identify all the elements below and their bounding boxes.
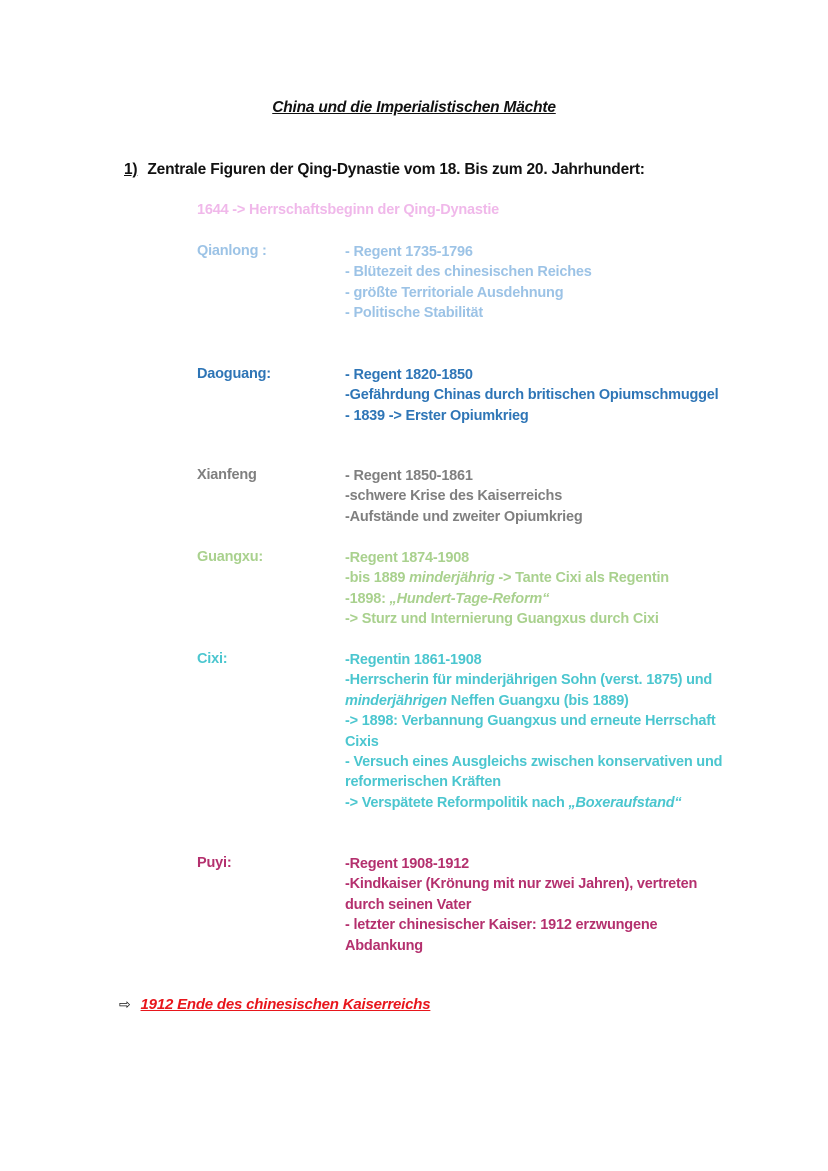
detail-line: -Regentin 1861-1908 <box>345 652 482 668</box>
ruler-details-puyi <box>345 854 745 956</box>
detail-line: - Regent 1850-1861 <box>345 468 473 484</box>
detail-line: - Politische Stabilität <box>345 305 484 322</box>
detail-text: Neffen Guangxu (bis 1889) <box>446 692 629 709</box>
ruler-name-qianlong: Qianlong : <box>197 243 267 259</box>
detail-line: -Regent 1874-1908 <box>345 550 469 566</box>
detail-line <box>345 568 745 588</box>
page-title: China und die Imperialistischen Mächte <box>272 99 556 116</box>
detail-emphasis: minderjährig <box>409 570 495 587</box>
detail-text: -> Verspätete Reformpolitik nach <box>345 794 569 811</box>
ruler-name-cixi: Cixi: <box>197 651 228 667</box>
ruler-name-puyi: Puyi: <box>197 855 232 871</box>
detail-line: - Regent 1735-1796 <box>345 244 473 260</box>
ruler-name-daoguang: Daoguang: <box>197 366 271 382</box>
conclusion <box>119 996 430 1013</box>
detail-line: -Gefährdung Chinas durch britischen Opiumschmuggel <box>345 387 719 404</box>
ruler-details-daoguang <box>345 365 745 426</box>
detail-line: -> Sturz und Internierung Guangxus durch Cixi <box>345 611 659 628</box>
detail-emphasis: minderjährigen <box>345 692 447 709</box>
detail-line: -schwere Krise des Kaiserreichs <box>345 488 563 505</box>
detail-line <box>345 793 745 813</box>
ruler-name-xianfeng: Xianfeng <box>197 467 257 483</box>
detail-line: -Aufstände und zweiter Opiumkrieg <box>345 508 583 525</box>
conclusion-text: 1912 Ende des chinesischen Kaiserreichs <box>140 996 431 1013</box>
detail-text: -> Tante Cixi als Regentin <box>494 570 669 587</box>
ruler-name-guangxu: Guangxu: <box>197 549 264 565</box>
detail-line: durch seinen Vater <box>345 896 472 913</box>
detail-emphasis: „Hundert-Tage-Reform“ <box>389 590 550 607</box>
detail-line: - Versuch eines Ausgleichs zwischen konservativen und <box>345 754 723 771</box>
detail-line <box>345 589 745 609</box>
dynasty-start-note: 1644 -> Herrschaftsbeginn der Qing-Dynastie <box>197 202 500 218</box>
detail-line: - 1839 -> Erster Opiumkrieg <box>345 407 529 424</box>
detail-line: -> 1898: Verbannung Guangxus und erneute Herrschaft <box>345 713 716 730</box>
ruler-details-qianlong <box>345 242 745 324</box>
detail-line: reformerischen Kräften <box>345 774 501 791</box>
detail-line: Cixis <box>345 733 379 750</box>
detail-text: -1898: <box>345 590 390 607</box>
detail-text: -bis 1889 <box>345 570 410 587</box>
detail-line: -Herrscherin für minderjährigen Sohn (verst. 1875) und <box>345 672 713 689</box>
detail-line: - Blütezeit des chinesischen Reiches <box>345 264 592 281</box>
section-number: 1) <box>124 161 138 178</box>
detail-line: Abdankung <box>345 937 423 954</box>
detail-line <box>345 691 745 711</box>
ruler-details-cixi <box>345 650 745 813</box>
detail-line: -Regent 1908-1912 <box>345 856 469 872</box>
detail-emphasis: „Boxeraufstand“ <box>568 794 682 811</box>
ruler-details-xianfeng <box>345 466 745 527</box>
detail-line: -Kindkaiser (Krönung mit nur zwei Jahren), vertreten <box>345 876 698 893</box>
arrow-right-outline-icon: ⇨ <box>119 996 131 1012</box>
detail-line: - Regent 1820-1850 <box>345 367 473 383</box>
detail-line: - größte Territoriale Ausdehnung <box>345 284 564 301</box>
section-heading <box>124 161 645 179</box>
detail-line: - letzter chinesischer Kaiser: 1912 erzwungene <box>345 917 658 934</box>
section-heading-text: Zentrale Figuren der Qing-Dynastie vom 18. Bis zum 20. Jahrhundert: <box>147 161 645 178</box>
ruler-details-guangxu <box>345 548 745 630</box>
